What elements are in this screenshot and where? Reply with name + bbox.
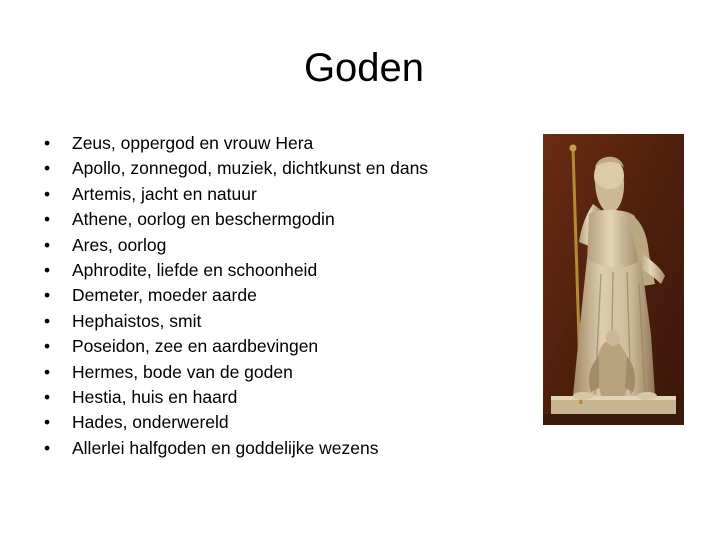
list-item: • Hades, onderwereld — [44, 410, 504, 435]
slide-title: Goden — [303, 46, 425, 90]
list-item: • Apollo, zonnegod, muziek, dichtkunst en dans — [44, 156, 504, 181]
list-item: • Poseidon, zee en aardbevingen — [44, 334, 504, 359]
list-item: • Demeter, moeder aarde — [44, 283, 504, 308]
bullet-list — [44, 131, 504, 461]
list-item: • Athene, oorlog en beschermgodin — [44, 207, 504, 232]
list-item: • Artemis, jacht en natuur — [44, 182, 504, 207]
list-item: • Hestia, huis en haard — [44, 385, 504, 410]
list-item: • Aphrodite, liefde en schoonheid — [44, 258, 504, 283]
list-item: • Ares, oorlog — [44, 233, 504, 258]
list-item: • Allerlei halfgoden en goddelijke wezens — [44, 436, 504, 461]
list-item: • Hermes, bode van de goden — [44, 360, 504, 385]
list-item: • Zeus, oppergod en vrouw Hera — [44, 131, 504, 156]
list-item: • Hephaistos, smit — [44, 309, 504, 334]
zeus-statue-photo — [543, 134, 684, 425]
